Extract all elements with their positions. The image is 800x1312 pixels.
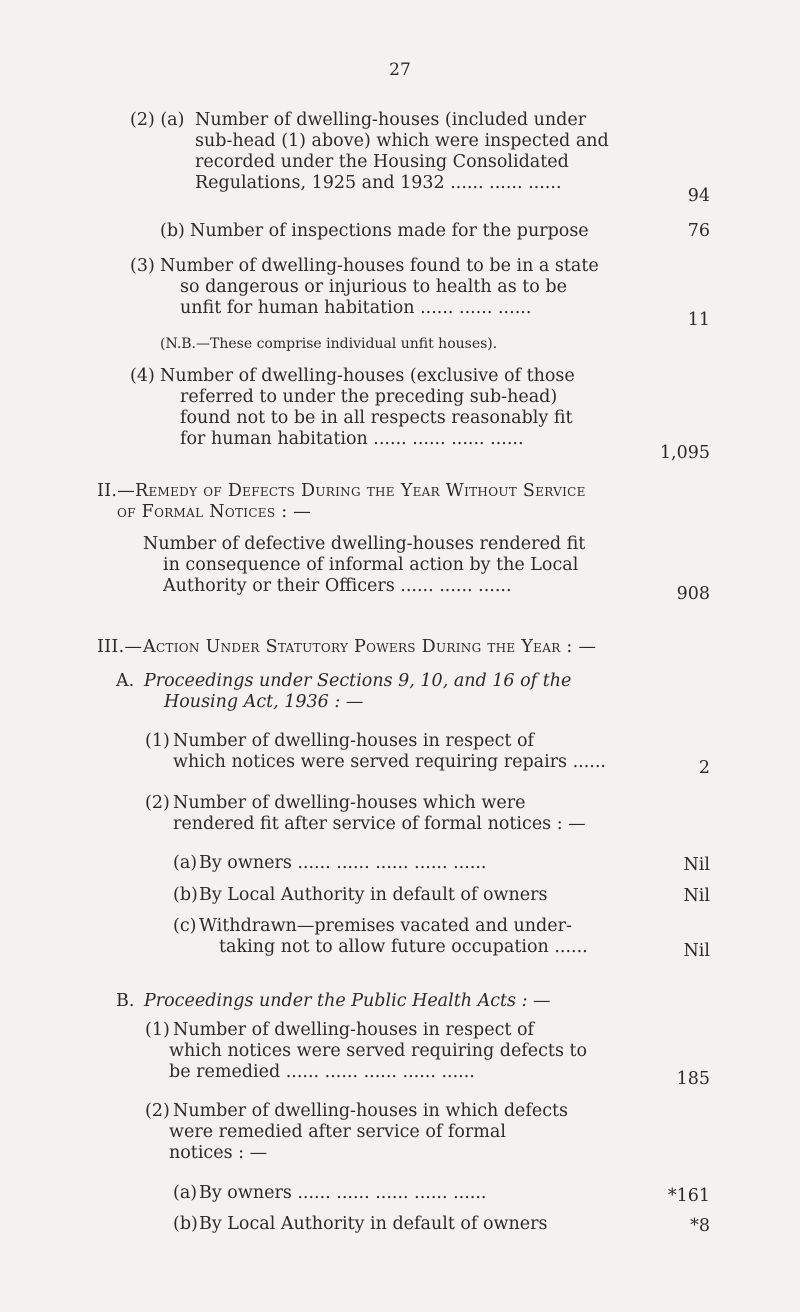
text-line: Action Under Statutory Powers During the Year : — [143, 637, 597, 657]
text-line: of Formal Notices : — [117, 502, 312, 522]
item-label: (1) [145, 1020, 170, 1040]
text-line: recorded under the Housing Consolidated [195, 152, 569, 172]
text-line: notices : — [169, 1143, 268, 1163]
item-text [143, 534, 710, 597]
text-line: Number of dwelling-houses which were [173, 793, 526, 813]
text-line: for human habitation ...... ...... ...... ...... [180, 429, 524, 449]
text-line: be remedied ...... ...... ...... ...... ...... [169, 1062, 475, 1082]
text-line: By owners ...... ...... ...... ...... ...... [199, 853, 487, 873]
section-title [143, 637, 717, 658]
item-text [160, 366, 710, 450]
item-text [173, 731, 710, 773]
item-2a [130, 110, 710, 206]
item-4 [130, 366, 710, 463]
item-ii-1 [143, 534, 710, 604]
item-text [173, 793, 710, 835]
text-line: Authority or their Officers ...... ...... ...... [163, 576, 512, 596]
text-line: sub-head (1) above) which were inspected and [195, 131, 609, 151]
text-line: (N.B.—These comprise individual unfit houses). [160, 336, 498, 352]
subsection-title [144, 991, 696, 1012]
item-text [169, 1101, 710, 1164]
text-line: Proceedings under Sections 9, 10, and 16 of the [144, 671, 572, 691]
text-line: which notices were served requiring repairs ...... [173, 752, 606, 772]
item-label: (4) [130, 366, 155, 386]
text-line: were remedied after service of formal [169, 1122, 506, 1142]
text-line: Remedy of Defects During the Year Without Service [135, 481, 586, 501]
item-value: 1,095 [659, 443, 710, 463]
item-text [199, 916, 710, 958]
item-label: (3) [130, 256, 155, 276]
item-a-1 [145, 731, 710, 778]
text-line: Number of defective dwelling-houses rendered fit [143, 534, 586, 554]
note [160, 334, 710, 355]
text-line: Withdrawn—premises vacated and under- [199, 916, 572, 936]
item-a-2 [145, 793, 710, 835]
item-b-2-b [173, 1214, 710, 1235]
item-label: (a) [173, 853, 198, 873]
item-value: 94 [687, 186, 710, 206]
item-label: (2) (a) [130, 110, 185, 130]
section-label: II.— [97, 481, 136, 501]
item-b-2 [145, 1101, 710, 1164]
text-line: By owners ...... ...... ...... ...... ...... [199, 1183, 487, 1203]
text-line: which notices were served requiring defects to [169, 1041, 588, 1061]
text-line: Number of dwelling-houses in respect of [173, 1020, 535, 1040]
text-line: By Local Authority in default of owners [199, 1214, 548, 1234]
text-line: By Local Authority in default of owners [199, 885, 548, 905]
text-line: taking not to allow future occupation ...... [219, 937, 588, 957]
item-value: *161 [667, 1186, 710, 1206]
text-line: Number of dwelling-houses (included under [195, 110, 587, 130]
subsection-label: A. [116, 671, 135, 691]
item-value: 2 [698, 758, 710, 778]
text-line: Number of inspections made for the purpose [190, 221, 589, 241]
text-line: rendered fit after service of formal notices : — [173, 814, 586, 834]
item-text [199, 885, 710, 906]
item-text [169, 1020, 710, 1083]
item-b-1 [145, 1020, 710, 1089]
section-title [117, 481, 717, 523]
text-line: Number of dwelling-houses in respect of [173, 731, 535, 751]
item-label: (a) [173, 1183, 198, 1203]
item-text [199, 853, 710, 874]
section-heading-ii [97, 481, 717, 523]
text-line: Number of dwelling-houses found to be in a state [160, 256, 599, 276]
item-label: (2) [145, 793, 170, 813]
text-line: in consequence of informal action by the Local [163, 555, 579, 575]
text-line: Number of dwelling-houses in which defects [173, 1101, 569, 1121]
item-value: Nil [683, 886, 710, 906]
item-value: 11 [687, 310, 710, 330]
item-a-2-a [173, 853, 710, 874]
item-label: (c) [173, 916, 197, 936]
text-line: Number of dwelling-houses (exclusive of those [160, 366, 575, 386]
item-2b [160, 221, 710, 242]
item-label: (2) [145, 1101, 170, 1121]
item-value: 908 [676, 584, 710, 604]
item-text [199, 1183, 710, 1204]
item-value: 76 [687, 221, 710, 241]
item-label: (1) [145, 731, 170, 751]
item-text [160, 256, 710, 319]
item-text [199, 1214, 710, 1235]
item-label: (b) [173, 885, 198, 905]
text-line: Housing Act, 1936 : — [164, 692, 364, 712]
section-heading-iii [97, 637, 717, 658]
text-line: so dangerous or injurious to health as to be [180, 277, 567, 297]
item-label: (b) [160, 221, 185, 241]
item-b-2-a [173, 1183, 710, 1204]
item-a-2-c [173, 916, 710, 961]
text-line: Regulations, 1925 and 1932 ...... ...... ...... [195, 173, 562, 193]
item-label: (b) [173, 1214, 198, 1234]
item-value: Nil [683, 941, 710, 961]
item-3 [130, 256, 710, 330]
subsection-label: B. [116, 991, 135, 1011]
item-a-2-b [173, 885, 710, 906]
item-value: Nil [683, 855, 710, 875]
subsection-a [116, 671, 696, 713]
item-text [195, 110, 710, 194]
item-text [190, 221, 710, 242]
item-value: 185 [676, 1069, 710, 1089]
text-line: unfit for human habitation ...... ...... ...... [180, 298, 532, 318]
subsection-title [144, 671, 696, 713]
text-line: Proceedings under the Public Health Acts : — [144, 991, 551, 1011]
text-line: referred to under the preceding sub-head) [180, 387, 558, 407]
subsection-b [116, 991, 696, 1012]
section-label: III.— [97, 637, 143, 657]
item-value: *8 [690, 1216, 710, 1236]
text-line: found not to be in all respects reasonably fit [180, 408, 573, 428]
page-number: 27 [389, 60, 411, 80]
